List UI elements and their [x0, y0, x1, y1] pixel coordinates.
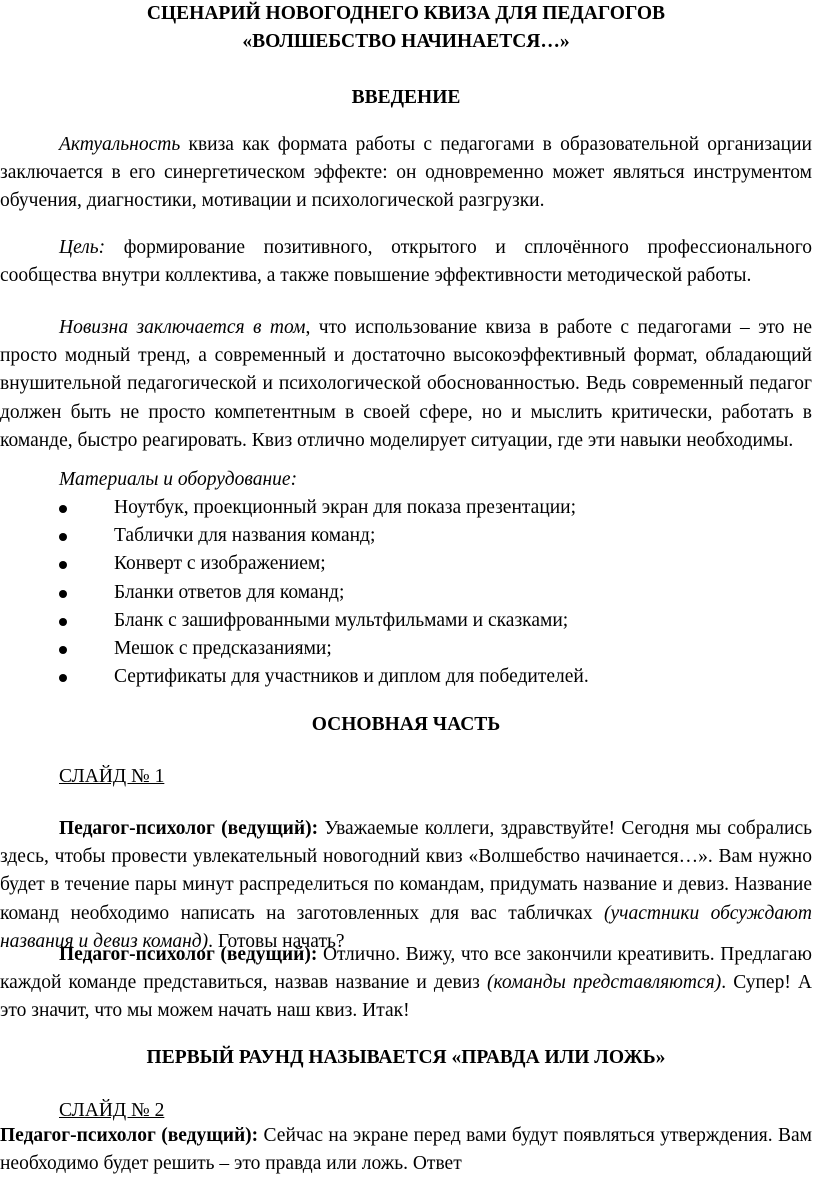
novelty-text: , что использование квиза в работе с педагогами – это не просто модный тренд, а современный и достаточно высокоэффективный формат, обладающий внушительной педагогической и психологической обоснованностью. Ведь современный педагог должен быть не просто компетентным в своей сфере, но и мыслить критически, работать в команде, быстро реагировать. Квиз отлично моделирует ситуации, где эти навыки необходимы. — [0, 317, 813, 451]
materials-label: Материалы и оборудование: — [59, 469, 298, 490]
relevance-paragraph — [0, 131, 812, 216]
bullet-icon — [59, 505, 67, 513]
goal-text: формирование позитивного, открытого и сплочённого профессионального сообщества внутри коллектива, а также повышение эффективности методической работы. — [0, 237, 812, 287]
list-item: Бланк с зашифрованными мультфильмами и сказками; — [0, 607, 812, 635]
novelty-paragraph — [0, 314, 812, 455]
speech-3-paragraph: Педагог-психолог (ведущий): Сейчас на экране перед вами будут появляться утверждения. Вам необходимо будет решить – это правда или ложь. Ответ — [0, 1125, 812, 1175]
title-line-2: «ВОЛШЕБСТВО НАЧИНАЕТСЯ…» — [242, 31, 570, 53]
speaker-label: Педагог-психолог (ведущий): — [0, 1125, 259, 1146]
list-item: Ноутбук, проекционный экран для показа презентации; — [0, 494, 812, 522]
intro-heading: ВВЕДЕНИЕ — [351, 87, 461, 108]
round-1-heading: ПЕРВЫЙ РАУНД НАЗЫВАЕТСЯ «ПРАВДА ИЛИ ЛОЖЬ» — [146, 1047, 666, 1068]
speech-1-paragraph: Педагог-психолог (ведущий): Уважаемые коллеги, здравствуйте! Сегодня мы собрались здесь, чтобы провести увлекательный новогодний квиз «Волшебство начинается…». Вам нужно будет в течение пары минут распределиться по командам, придумать название и девиз. Название команд необходимо написать на заготовленных для вас табличках (участники обсуждают названия и девиз команд). Готовы начать? — [0, 818, 812, 952]
list-item: Мешок с предсказаниями; — [0, 635, 812, 663]
slide-1-label: СЛАЙД № 1 — [59, 766, 165, 787]
slide-2-label: СЛАЙД № 2 — [59, 1100, 165, 1121]
novelty-label: Новизна заключается в том — [59, 317, 306, 338]
main-part-heading: ОСНОВНАЯ ЧАСТЬ — [311, 714, 501, 735]
speech-2-paragraph: Педагог-психолог (ведущий): Отлично. Вижу, что все закончили креативить. Предлагаю каждой команде представиться, назвав название и девиз (команды представляются). Супер! А это значит, что мы можем начать наш квиз. Итак! — [0, 944, 813, 1022]
bullet-icon — [59, 561, 67, 569]
list-item: Конверт с изображением; — [0, 550, 812, 578]
goal-label: Цель: — [59, 237, 106, 258]
relevance-text: квиза как формата работы с педагогами в образовательной организации заключается в его синергетическом эффекте: он одновременно может являться инструментом обучения, диагностики, мотивации и психологической разгрузки. — [0, 134, 812, 212]
title-line-1: СЦЕНАРИЙ НОВОГОДНЕГО КВИЗА ДЛЯ ПЕДАГОГОВ — [146, 3, 666, 24]
document-title — [0, 0, 812, 56]
goal-paragraph — [0, 234, 812, 290]
list-item: Таблички для названия команд; — [0, 522, 812, 550]
bullet-icon — [59, 533, 67, 541]
list-item: Сертификаты для участников и диплом для победителей. — [0, 663, 812, 691]
bullet-icon — [59, 646, 67, 654]
list-item: Бланки ответов для команд; — [0, 579, 812, 607]
bullet-icon — [59, 674, 67, 682]
materials-list — [0, 494, 812, 691]
speaker-label: Педагог-психолог (ведущий): — [59, 818, 319, 839]
speaker-label: Педагог-психолог (ведущий): — [59, 944, 318, 965]
relevance-label: Актуальность — [59, 134, 181, 155]
bullet-icon — [59, 590, 67, 598]
bullet-icon — [59, 618, 67, 626]
